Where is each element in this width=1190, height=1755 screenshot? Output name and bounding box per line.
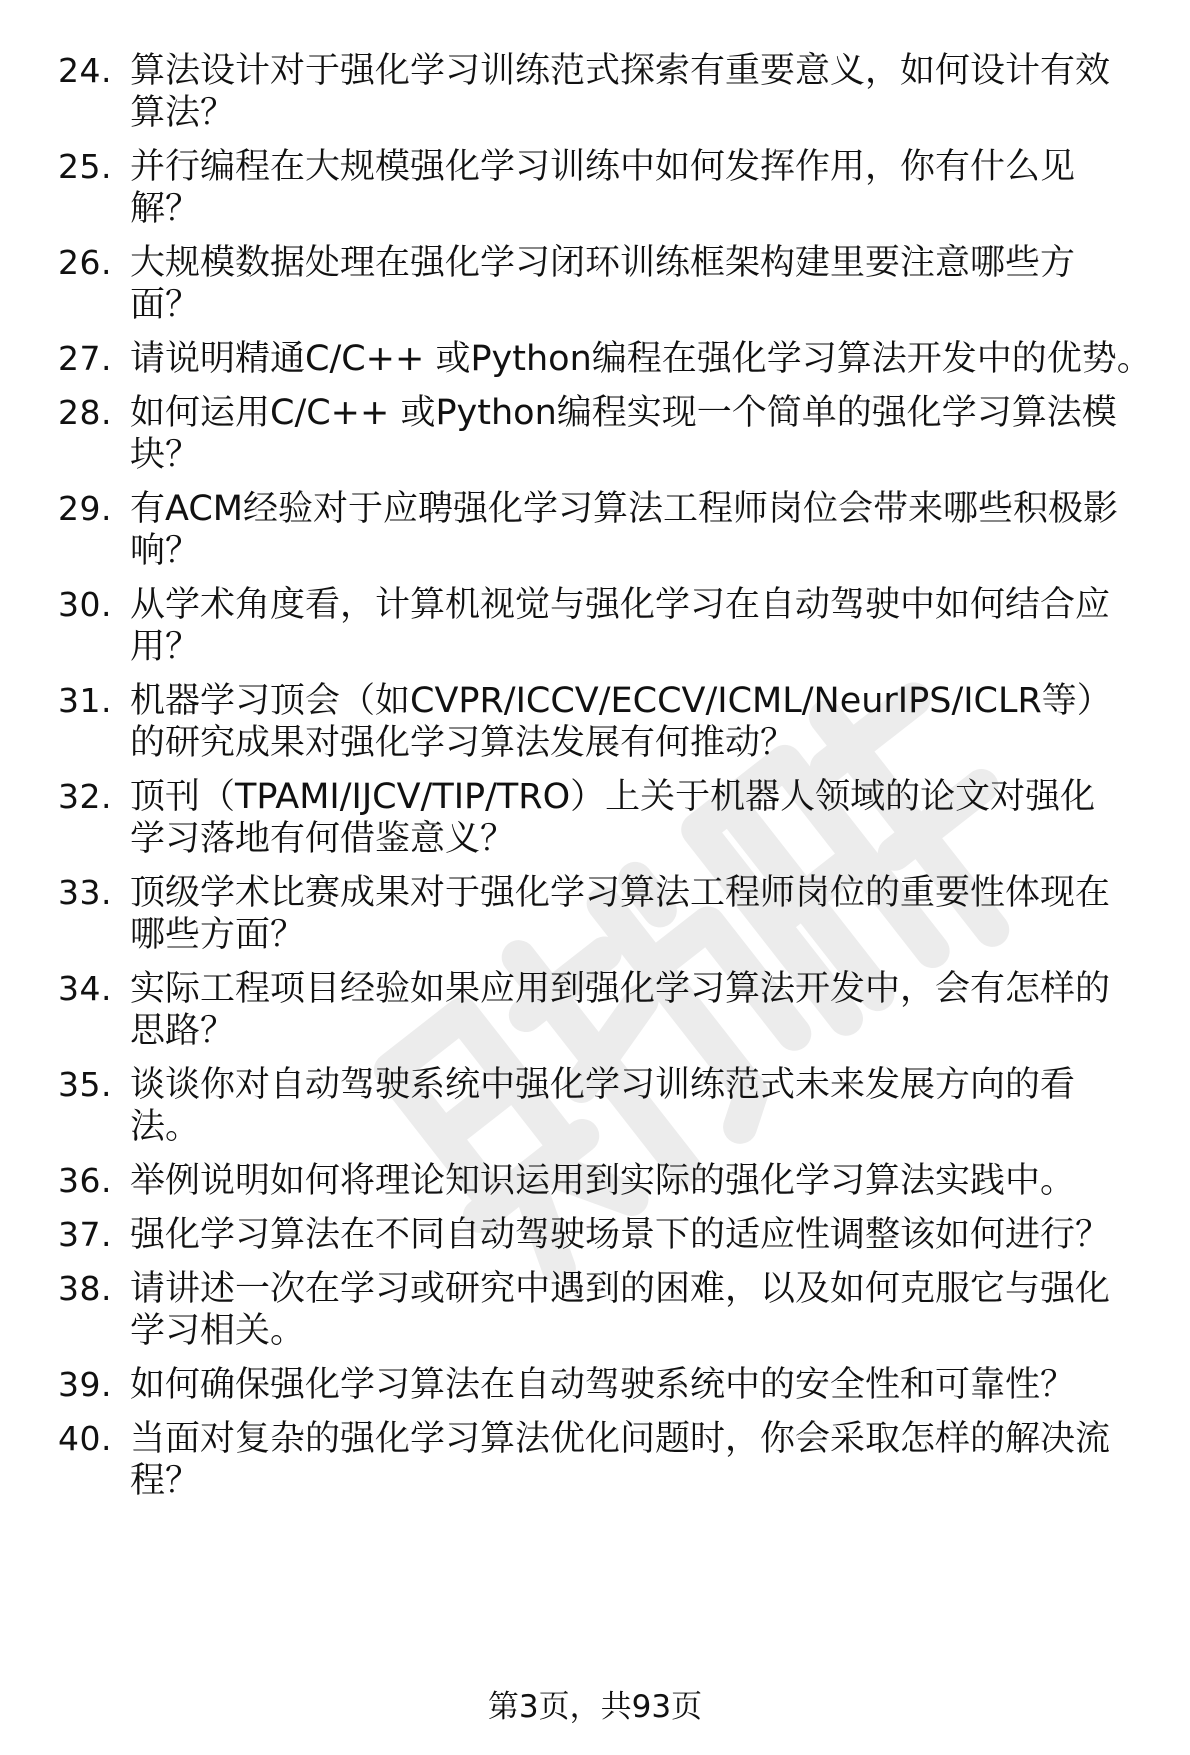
question-number: 37.	[58, 1215, 112, 1254]
question-item	[58, 242, 1158, 326]
question-text: 并行编程在大规模强化学习训练中如何发挥作用，你有什么见 解？	[130, 147, 1076, 229]
question-item	[58, 392, 1158, 476]
question-text: 如何运用C/C++ 或Python编程实现一个简单的强化学习算法模 块？	[130, 393, 1117, 475]
question-number: 25.	[58, 147, 112, 186]
question-item	[58, 968, 1158, 1052]
question-item	[58, 50, 1158, 134]
question-number: 38.	[58, 1269, 112, 1308]
question-number: 33.	[58, 873, 112, 912]
question-number: 28.	[58, 393, 112, 432]
question-number: 35.	[58, 1065, 112, 1104]
question-number: 26.	[58, 243, 112, 282]
question-text: 算法设计对于强化学习训练范式探索有重要意义，如何设计有效 算法？	[130, 51, 1111, 133]
question-number: 29.	[58, 489, 112, 528]
page-number-footer: 第3页，共93页	[487, 1689, 703, 1725]
question-item	[58, 1418, 1158, 1502]
question-text: 当面对复杂的强化学习算法优化问题时，你会采取怎样的解决流 程？	[130, 1419, 1111, 1501]
question-item	[58, 1214, 1158, 1256]
question-text: 机器学习顶会（如CVPR/ICCV/ECCV/ICML/NeurIPS/ICLR等） 的研究成果对强化学习算法发展有何推动？	[130, 681, 1112, 763]
question-text: 从学术角度看，计算机视觉与强化学习在自动驾驶中如何结合应 用？	[130, 585, 1111, 667]
question-text: 顶刊（TPAMI/IJCV/TIP/TRO）上关于机器人领域的论文对强化 学习落地有何借鉴意义？	[130, 777, 1096, 859]
question-item	[58, 488, 1158, 572]
question-number: 32.	[58, 777, 112, 816]
question-item	[58, 776, 1158, 860]
question-text: 请说明精通C/C++ 或Python编程在强化学习算法开发中的优势。	[130, 339, 1152, 379]
question-text: 请讲述一次在学习或研究中遇到的困难，以及如何克服它与强化 学习相关。	[130, 1269, 1111, 1351]
question-item	[58, 1364, 1158, 1406]
question-item	[58, 1160, 1158, 1202]
question-number: 27.	[58, 339, 112, 378]
question-item	[58, 1268, 1158, 1352]
question-number: 36.	[58, 1161, 112, 1200]
question-item	[58, 146, 1158, 230]
question-item	[58, 1064, 1158, 1148]
question-text: 大规模数据处理在强化学习闭环训练框架构建里要注意哪些方 面？	[130, 243, 1076, 325]
question-number: 34.	[58, 969, 112, 1008]
question-text: 有ACM经验对于应聘强化学习算法工程师岗位会带来哪些积极影 响？	[130, 489, 1118, 571]
question-number: 39.	[58, 1365, 112, 1404]
question-text: 顶级学术比赛成果对于强化学习算法工程师岗位的重要性体现在 哪些方面？	[130, 873, 1111, 955]
question-item	[58, 680, 1158, 764]
question-text: 举例说明如何将理论知识运用到实际的强化学习算法实践中。	[130, 1161, 1076, 1201]
question-item	[58, 338, 1158, 380]
question-number: 24.	[58, 51, 112, 90]
question-text: 谈谈你对自动驾驶系统中强化学习训练范式未来发展方向的看 法。	[130, 1065, 1076, 1147]
question-number: 40.	[58, 1419, 112, 1458]
question-text: 实际工程项目经验如果应用到强化学习算法开发中，会有怎样的 思路？	[130, 969, 1111, 1051]
question-text: 如何确保强化学习算法在自动驾驶系统中的安全性和可靠性？	[130, 1365, 1076, 1405]
question-item	[58, 584, 1158, 668]
question-list	[58, 50, 1158, 1514]
question-text: 强化学习算法在不同自动驾驶场景下的适应性调整该如何进行？	[130, 1215, 1111, 1255]
question-item	[58, 872, 1158, 956]
question-number: 31.	[58, 681, 112, 720]
question-number: 30.	[58, 585, 112, 624]
